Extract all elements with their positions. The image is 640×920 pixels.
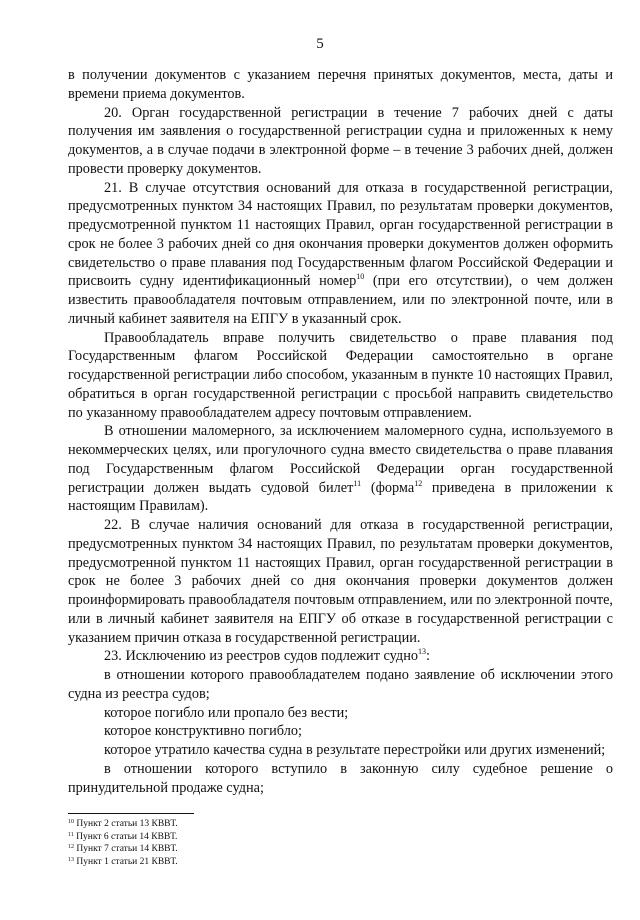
paragraph-text: Правообладатель вправе получить свидетельство о праве плавания под Государственным флагом Российской Федерации самостоятельно в органе государственной регистрации либо способом, указанным в пункте 10 настоящих Правил, обратиться в орган государственной регистрации с просьбой направить свидетельство по указанному правообладателем адресу почтовым отправлением. [68,329,613,421]
footnote-ref: 11 [353,478,362,488]
page-number: 5 [316,36,324,52]
paragraph-text: 21. В случае отсутствия оснований для отказа в государственной регистрации, предусмотренных пунктом 34 настоящих Правил, по результатам проверки документов, предусмотренной пунктом 11 настоящих Правил, орган государственной регистрации в срок не более 3 рабочих дней со дня окончания проверки документов должен оформить свидетельство о праве плавания под Государственным флагом Российской Федерации и присвоить судну идентификационный номер [68,179,613,290]
footnote-ref: 12 [414,478,423,488]
footnote-text: Пункт 7 статьи 14 КВВТ. [74,844,178,855]
paragraph-text: (при его отсутствии), о чем должен известить правообладателя почтовым отправлением, или по электронной почте, или в личный кабинет заявителя на ЕПГУ в указанный срок. [68,273,614,327]
paragraph [68,722,613,741]
footnote-number: 12 [68,844,74,851]
paragraph-text: : [426,648,430,665]
paragraph [68,741,613,760]
footnote [68,856,368,869]
footnote-number: 10 [68,819,74,825]
footnote-text: Пункт 2 статьи 13 КВВТ. [74,819,178,829]
footnote-number: 13 [68,856,74,863]
paragraph-text: В отношении маломерного, за исключением маломерного судна, используемого в некоммерческих целях, или прогулочного судна вместо свидетельства о праве плавания под Государственным флагом Российской Федерации орган государственной регистрации должен выдать судовой билет [68,423,613,496]
paragraph [68,760,613,798]
paragraph [68,422,613,516]
footnote-number: 11 [68,831,74,838]
paragraph-text: в отношении которого вступило в законную силу судебное решение о принудительной продаже судна; [68,760,613,796]
footnote-separator [68,813,194,814]
footnote-text: Пункт 1 статьи 21 КВВТ. [74,856,178,867]
paragraph-text: 20. Орган государственной регистрации в течение 7 рабочих дней с даты получения им заявления о государственной регистрации судна и приложенных к нему документов, а в случае подачи в электронной форме – в течение 3 рабочих дней, должен провести проверку документов. [68,104,613,177]
footnote-ref: 13 [418,647,427,657]
paragraph [68,104,613,179]
paragraph [68,179,613,329]
paragraph [68,704,613,723]
footnote [68,818,368,831]
paragraph [68,666,613,704]
footnote-ref: 10 [356,272,365,282]
paragraph-text: в отношении которого правообладателем подано заявление об исключении этого судна из реестра судов; [68,667,613,702]
paragraph [68,329,613,423]
paragraph-text: (форма [361,479,415,496]
paragraph-text: которое конструктивно погибло; [104,723,302,740]
paragraph [68,66,613,104]
paragraph-text: которое утратило качества судна в результате перестройки или других изменений; [104,742,606,758]
paragraph-text: 23. Исключению из реестров судов подлежит судно [104,648,419,665]
paragraph-text: в получении документов с указанием перечня принятых документов, места, даты и времени приема документов. [68,67,613,102]
paragraph-text: 22. В случае наличия оснований для отказа в государственной регистрации, предусмотренных пунктом 34 настоящих Правил, по результатам проверки документов, предусмотренной пунктом 11 настоящих Правил, орган государственной регистрации в срок не более 3 рабочих дней со дня окончания проверки документов должен проинформировать правообладателя почтовым отправлением, или по электронной почте, или в личный кабинет заявителя на ЕПГУ об отказе в государственной регистрации с указанием причин отказа в государственной регистрации. [68,517,613,646]
paragraph [68,516,613,647]
paragraph-text: приведена в приложении к настоящим Правилам). [68,479,613,515]
paragraph-text: которое погибло или пропало без вести; [104,704,349,721]
footnote [68,843,368,856]
document-body [68,66,613,797]
footnote [68,831,368,844]
footnote-text: Пункт 6 статьи 14 КВВТ. [73,831,178,842]
footnotes [68,818,368,868]
paragraph [68,647,613,666]
